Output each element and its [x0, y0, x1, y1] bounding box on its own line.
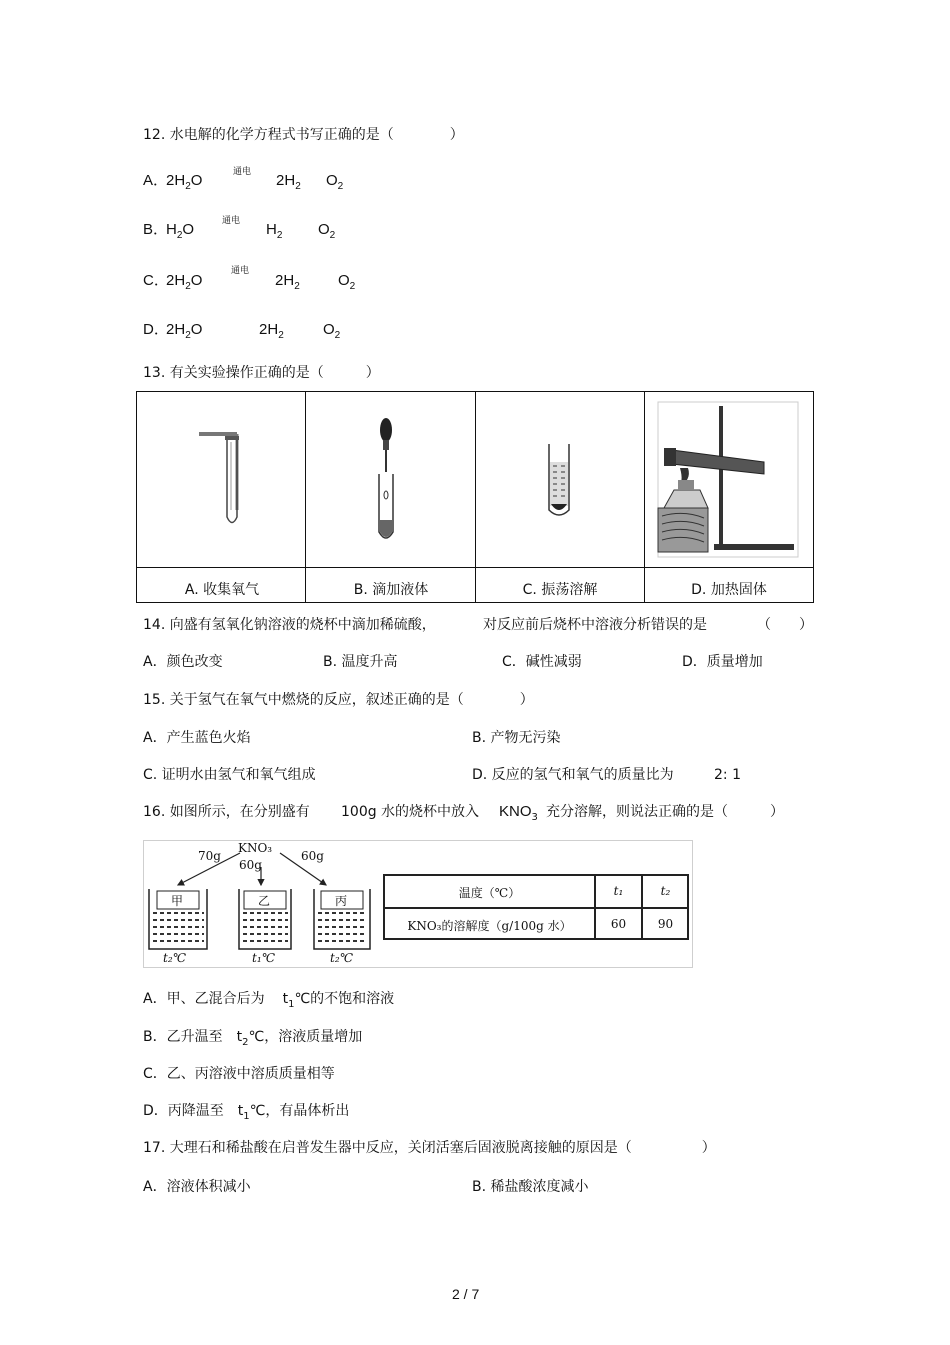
q16-option-b: B．乙升温至 $t_2℃$，溶液质量增加 — [143, 1029, 363, 1048]
q15-option-d-ratio: 2: 1 — [714, 767, 741, 783]
q14-option-c: C．碱性减弱 — [502, 654, 582, 670]
q16-stem-part-1: 16. 如图所示，在分别盛有 — [143, 804, 310, 820]
q13-caption-c: C. 振荡溶解 — [522, 582, 598, 598]
q17-option-b: B. 稀盐酸浓度减小 — [472, 1179, 589, 1195]
q12-b-product-1: $H_2$ — [266, 221, 283, 241]
q16-figure — [143, 840, 693, 968]
q16-mass-yi: 60g — [239, 858, 262, 872]
q15-option-b: B. 产物无污染 — [472, 730, 561, 746]
q15-option-d: D. 反应的氢气和氧气的质量比为 — [472, 767, 674, 783]
q13-image-c — [475, 392, 645, 567]
q16-option-d: D．丙降温至 $t_1℃$，有晶体析出 — [143, 1103, 350, 1122]
q12-a-condition: 通电 — [233, 167, 252, 177]
q16-option-a: A．甲、乙混合后为 $t_1℃$的不饱和溶液 — [143, 991, 395, 1010]
q16-table-header-temp: 温度（℃） — [458, 886, 521, 900]
q15-option-a: A．产生蓝色火焰 — [143, 730, 251, 746]
q12-d-product-2: $O_2$ — [323, 321, 341, 341]
q14-option-b: B. 温度升高 — [323, 654, 398, 670]
q13-image-d — [644, 392, 814, 567]
q16-stem-part-3: 充分溶解，则说法正确的是（ ） — [546, 804, 784, 820]
q16-stem-formula: $KNO_3$ — [499, 803, 538, 823]
q12-d-reactant: $2H_2O$ — [166, 321, 203, 341]
q13-image-b — [306, 392, 476, 567]
q17-option-a: A．溶液体积减小 — [143, 1179, 251, 1195]
q13-caption-b: B. 滴加液体 — [353, 582, 429, 598]
q12-c-reactant: $2H_2O$ — [166, 272, 203, 292]
q14-answer-paren: （ ） — [757, 617, 813, 633]
q16-table-header-t1: t₁ — [613, 884, 624, 898]
q16-stem-part-2: 100g 水的烧杯中放入 — [341, 804, 480, 820]
q14-option-d: D．质量增加 — [682, 654, 763, 670]
q12-a-product-1: $2H_2$ — [276, 172, 301, 192]
q16-beaker-jia: 甲 — [171, 894, 184, 908]
q13-image-a — [137, 392, 307, 567]
q12-b-product-2: $O_2$ — [318, 221, 336, 241]
q16-table-value-t1: 60 — [610, 917, 627, 931]
q16-mass-jia: 70g — [198, 849, 221, 863]
q15-option-c: C. 证明水由氢气和氧气组成 — [143, 767, 316, 783]
q12-c-product-1: $2H_2$ — [275, 272, 300, 292]
q16-table-value-t2: 90 — [657, 917, 674, 931]
q12-stem: 12. 水电解的化学方程式书写正确的是（ ） — [143, 127, 464, 143]
q17-stem: 17. 大理石和稀盐酸在启普发生器中反应，关闭活塞后固液脱离接触的原因是（ ） — [143, 1140, 716, 1156]
q13-caption-d: D. 加热固体 — [691, 582, 767, 598]
q16-solubility-table — [383, 874, 689, 940]
q12-a-product-2: $O_2$ — [326, 172, 344, 192]
q12-b-reactant: $H_2O$ — [166, 221, 195, 241]
q16-option-c: C．乙、丙溶液中溶质质量相等 — [143, 1066, 335, 1082]
q13-caption-a: A. 收集氧气 — [184, 582, 260, 598]
q16-solute-label: KNO₃ — [238, 841, 273, 855]
q16-temp-bing: t₂℃ — [330, 951, 354, 965]
q16-table-row-label: KNO₃的溶解度（g/100g 水） — [407, 919, 572, 933]
q12-b-condition: 通电 — [222, 216, 241, 226]
q15-stem: 15. 关于氢气在氧气中燃烧的反应，叙述正确的是（ ） — [143, 692, 534, 708]
q16-table-header-t2: t₂ — [660, 884, 671, 898]
q12-c-product-2: $O_2$ — [338, 272, 356, 292]
page-number: 2 / 7 — [452, 1286, 480, 1302]
q13-stem: 13. 有关实验操作正确的是（ ） — [143, 365, 380, 381]
q14-stem-part-2: 对反应前后烧杯中溶液分析错误的是 — [483, 617, 707, 633]
q12-a-reactant: $2H_2O$ — [166, 172, 203, 192]
q14-stem-part-1: 14. 向盛有氢氧化钠溶液的烧杯中滴加稀硫酸， — [143, 617, 436, 633]
q12-c-condition: 通电 — [231, 266, 250, 276]
q16-temp-yi: t₁℃ — [252, 951, 276, 965]
q16-temp-jia: t₂℃ — [163, 951, 187, 965]
q16-mass-bing: 60g — [301, 849, 324, 863]
q14-option-a: A．颜色改变 — [143, 654, 223, 670]
q13-apparatus-table — [136, 391, 814, 603]
q16-beaker-yi: 乙 — [258, 894, 271, 908]
q12-d-product-1: $2H_2$ — [259, 321, 284, 341]
q16-beaker-bing: 丙 — [335, 894, 348, 908]
